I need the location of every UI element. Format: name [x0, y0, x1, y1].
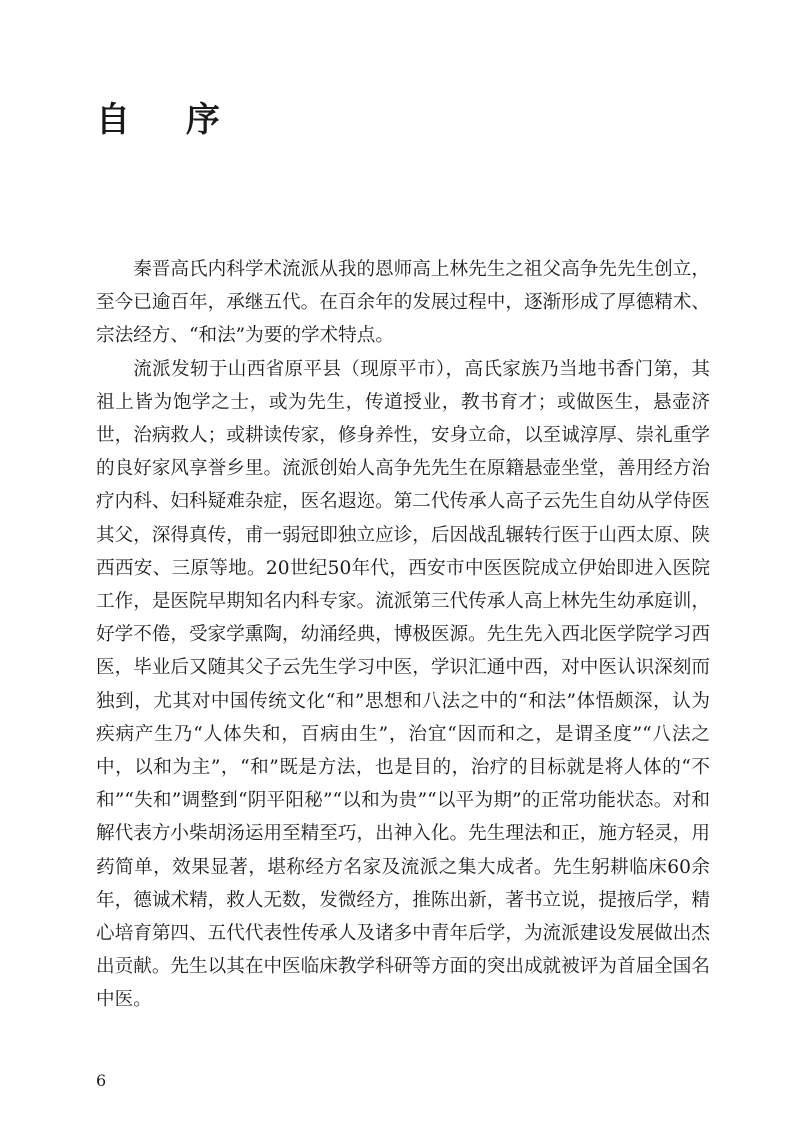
paragraph-1: 秦晋高氏内科学术流派从我的恩师高上林先生之祖父高争先先生创立，至今已逾百年，承继五代。在百余年的发展过程中，逐渐形成了厚德精术、宗法经方、“和法”为要的学术特点。 — [96, 259, 710, 347]
body-text — [96, 253, 710, 1017]
page-title: 自 序 — [96, 100, 242, 140]
page-number: 6 — [96, 1071, 107, 1090]
paragraph-2: 流派发轫于山西省原平县（现原平市），高氏家族乃当地书香门第，其祖上皆为饱学之士，或为先生，传道授业，教书育才；或做医生，悬壶济世，治病救人；或耕读传家，修身养性，安身立命，以至诚淳厚、崇礼重学的良好家风享誉乡里。流派创始人高争先先生在原籍悬壶坐堂，善用经方治疗内科、妇科疑难杂症，医名遐迩。第二代传承人高子云先生自幼从学侍医其父，深得真传，甫一弱冠即独立应诊，后因战乱辗转行医于山西太原、陕西西安、三原等地。20世纪50年代，西安市中医医院成立伊始即进入医院工作，是医院早期知名内科专家。流派第三代传承人高上林先生幼承庭训，好学不倦，受家学熏陶，幼涌经典，博极医源。先生先入西北医学院学习西医，毕业后又随其父子云先生学习中医，学识汇通中西，对中医认识深刻而独到，尤其对中国传统文化“和”思想和八法之中的“和法”体悟颇深，认为疾病产生乃“人体失和，百病由生”，治宜“因而和之，是谓圣度”“八法之中，以和为主”，“和”既是方法，也是目的，治疗的目标就是将人体的“不和”“失和”调整到“阴平阳秘”“以和为贵”“以平为期”的正常功能状态。对和解代表方小柴胡汤运用至精至巧，出神入化。先生理法和正，施方轻灵，用药简单，效果显著，堪称经方名家及流派之集大成者。先生躬耕临床60余年，德诚术精，救人无数，发微经方，推陈出新，著书立说，提掖后学，精心培育第四、五代代表性传承人及诸多中青年后学，为流派建设发展做出杰出贡献。先生以其在中医临床教学科研等方面的突出成就被评为首届全国名中医。 — [96, 358, 710, 1011]
